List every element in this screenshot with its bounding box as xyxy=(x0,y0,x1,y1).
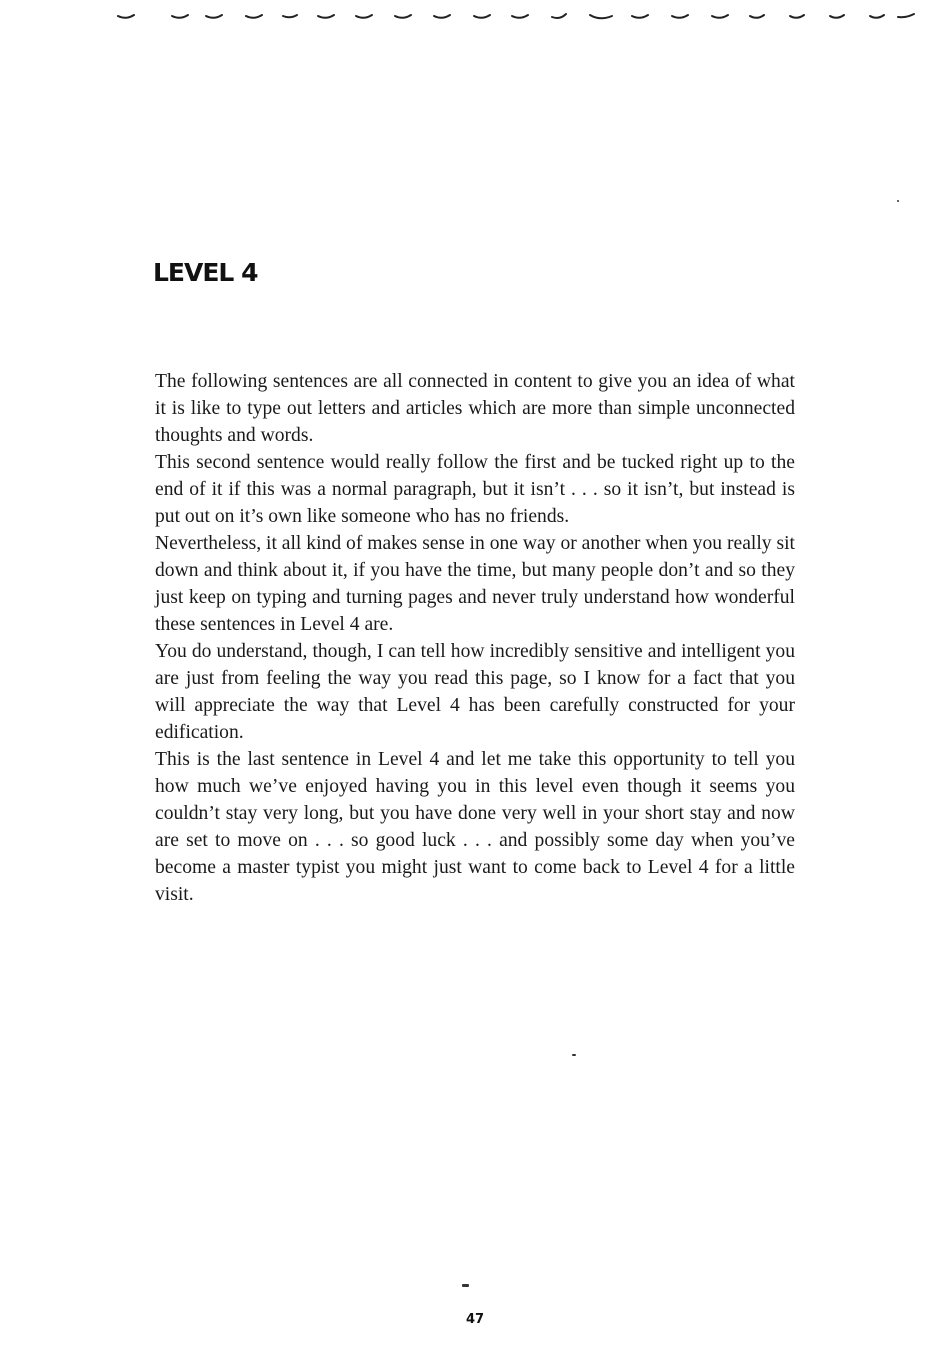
paragraph: The following sentences are all connected in content to give you an idea of what it is like to type out letters and articles which are more than simple unconnected thoughts and words. xyxy=(155,371,795,446)
ink-speck xyxy=(572,1054,576,1056)
paragraph: Nevertheless, it all kind of makes sense in one way or another when you really sit down and think about it, if you have the time, but many people don’t and so they just keep on typing and turning pages and never truly understand how wonderful these sentences in Level 4 are. xyxy=(155,533,795,635)
ink-speck xyxy=(897,200,899,202)
page-number: 47 xyxy=(465,1312,485,1327)
paragraph: This second sentence would really follow the first and be tucked right up to the end of it if this was a normal paragraph, but it isn’t . . . so it isn’t, but instead is put out on it’s own like someone who has no friends. xyxy=(155,452,795,527)
ink-speck xyxy=(462,1284,469,1287)
body-text xyxy=(155,368,795,908)
perforation-marks xyxy=(0,0,950,30)
paragraph: This is the last sentence in Level 4 and let me take this opportunity to tell you how much we’ve enjoyed having you in this level even though it seems you couldn’t stay very long, but you have done very well in your short stay and now are set to move on . . . so good luck . . . and possibly some day when you’ve become a master typist you might just want to come back to Level 4 for a little visit. xyxy=(155,749,795,905)
paragraph: You do understand, though, I can tell how incredibly sensitive and intelligent you are just from feeling the way you read this page, so I know for a fact that you will appreciate the way that Level 4 has been carefully constructed for your edification. xyxy=(155,641,795,743)
level-heading: LEVEL 4 xyxy=(153,258,258,287)
